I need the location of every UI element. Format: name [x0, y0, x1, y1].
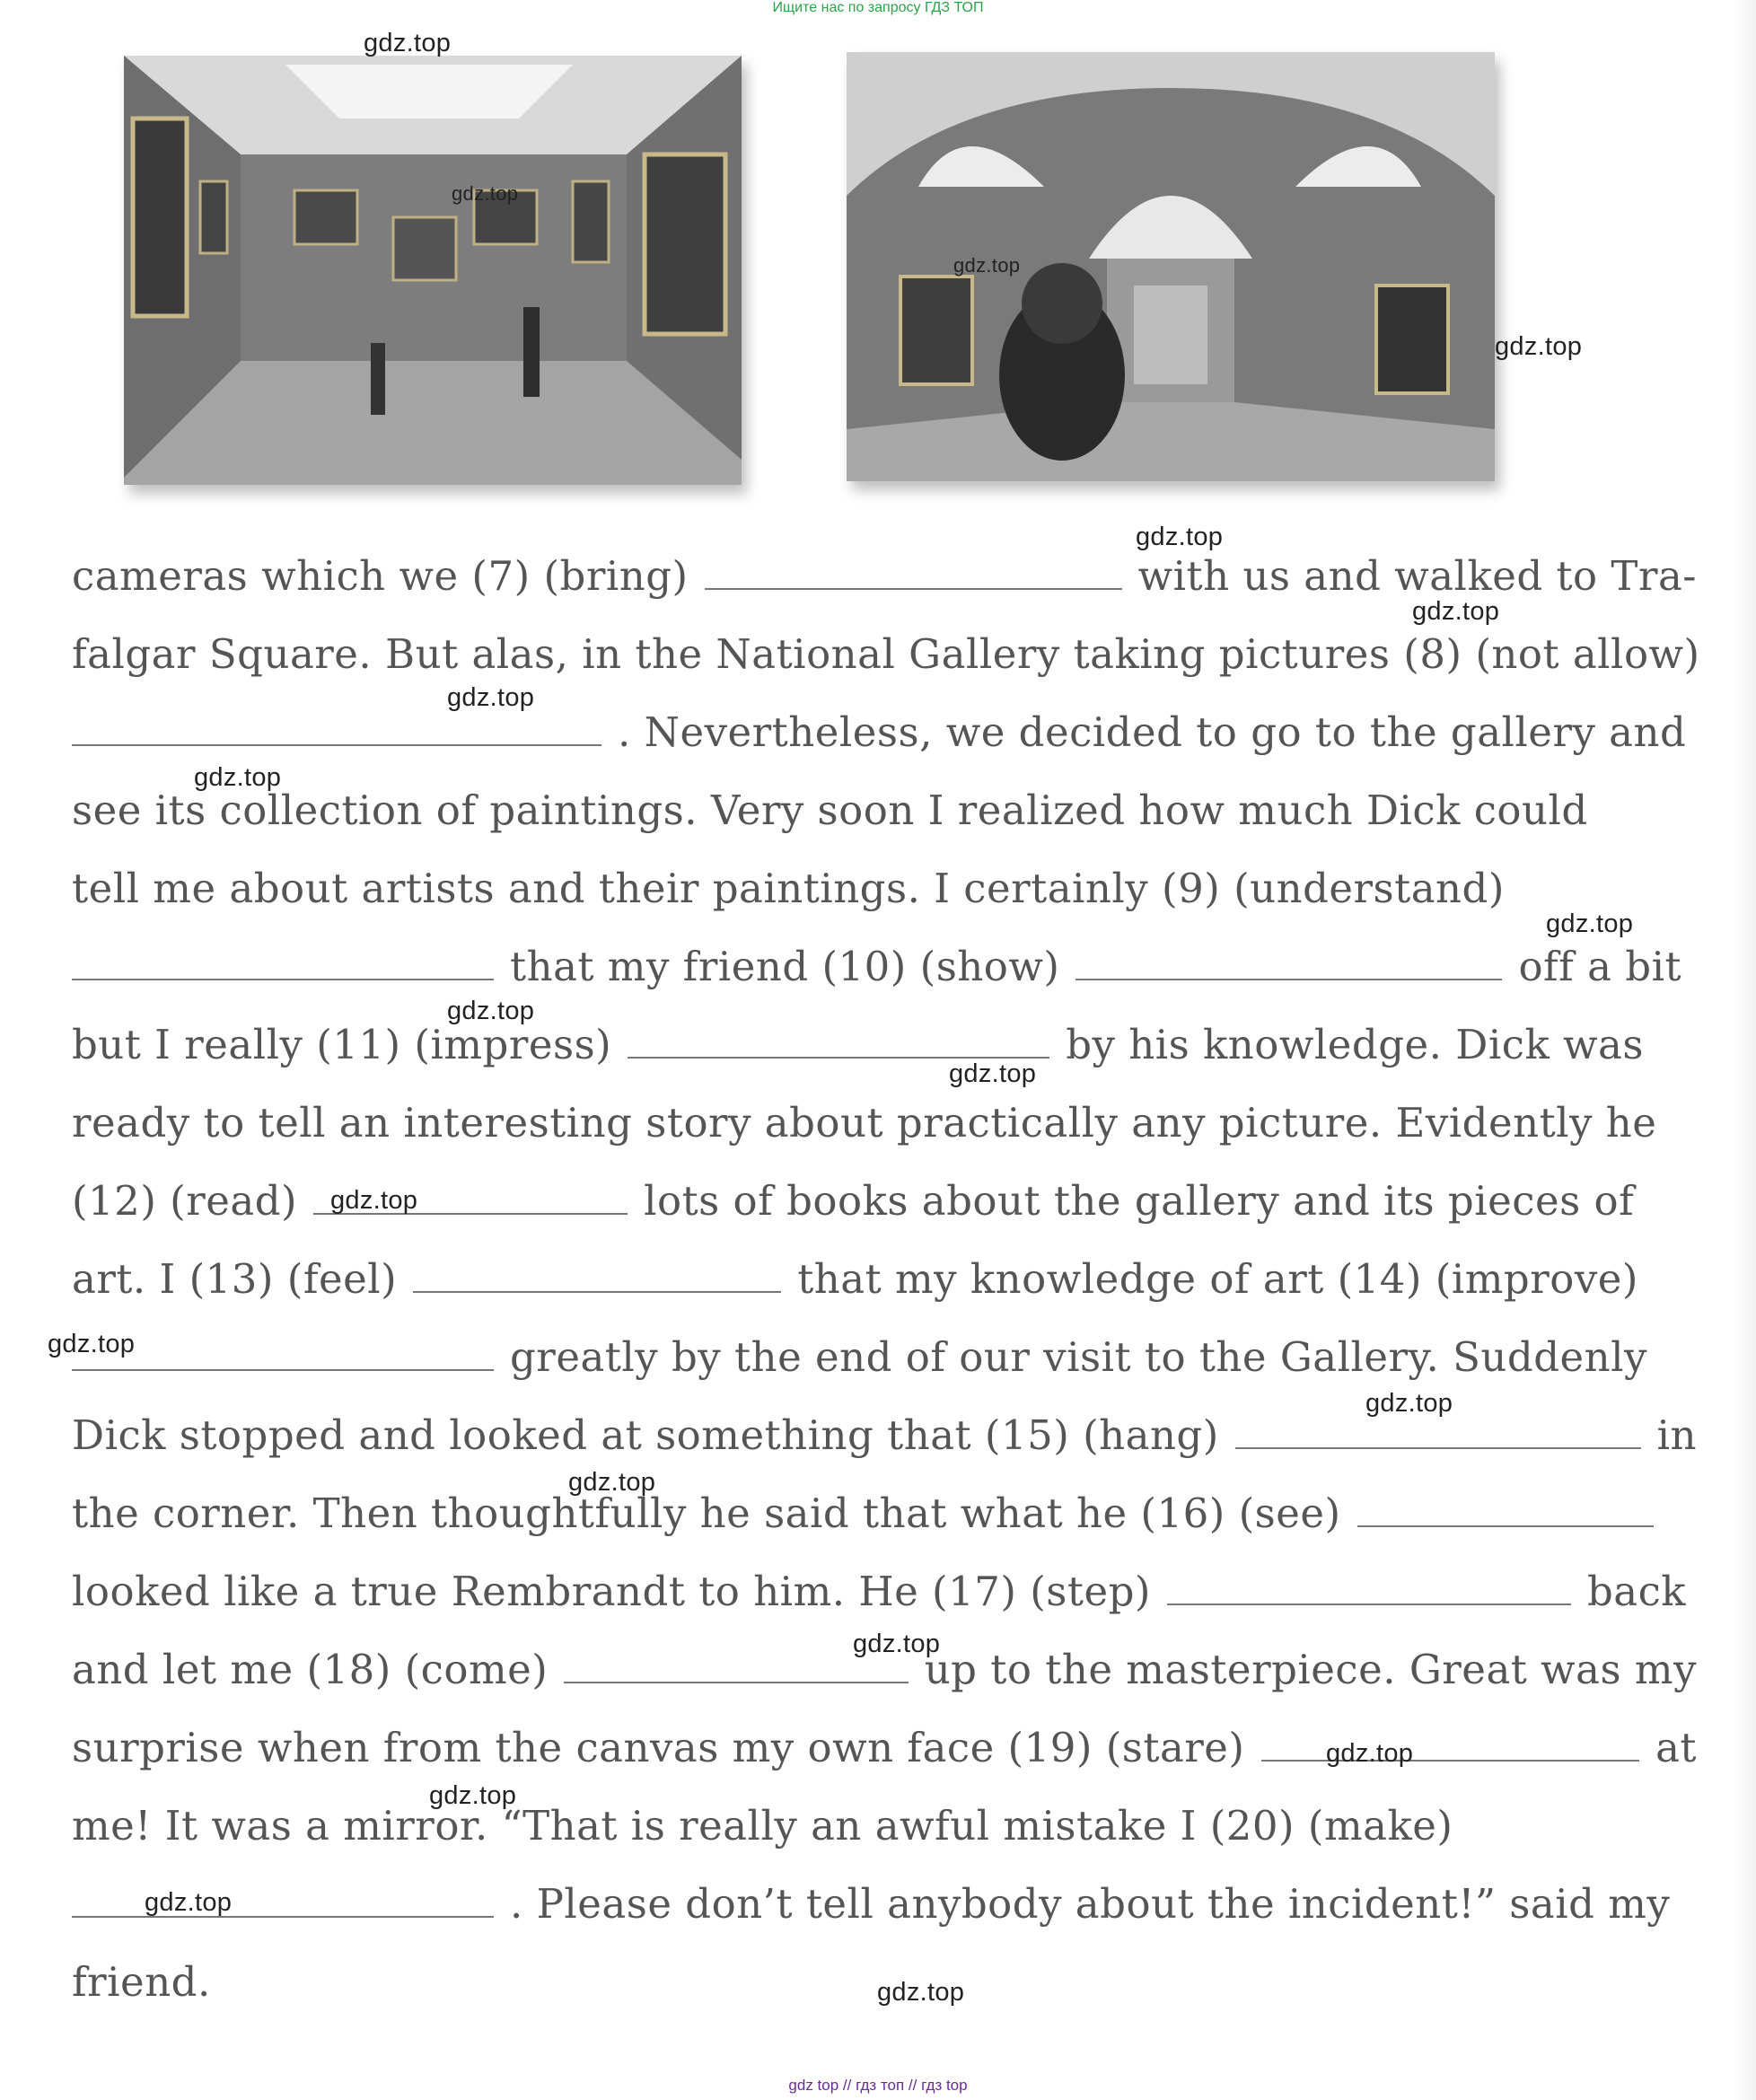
- line-4-text: see its collection of paintings. Very soon I realized how much Dick could: [72, 786, 1588, 834]
- answer-blank-17[interactable]: [1167, 1603, 1571, 1605]
- watermark: gdz.top: [452, 182, 519, 205]
- answer-blank-8[interactable]: [72, 743, 601, 746]
- text-line-5: [72, 865, 1697, 927]
- watermark: gdz.top: [949, 1059, 1037, 1088]
- line-2-text: falgar Square. But alas, in the National Gallery taking pictures (8) (not allow): [72, 630, 1700, 678]
- watermark: gdz.top: [48, 1330, 136, 1358]
- line-3-text: . Nevertheless, we decided to go to the gallery and: [618, 708, 1687, 756]
- domed-gallery-photo: [847, 52, 1495, 481]
- line-5-text: tell me about artists and their paintings. I certainly (9) (understand): [72, 865, 1505, 912]
- gallery-room-photo: [124, 56, 742, 485]
- answer-blank-11[interactable]: [628, 1056, 1049, 1059]
- text-line-3: [72, 708, 1697, 771]
- line-18-text: . Please don’t tell anybody about the incident!” said my: [510, 1880, 1671, 1928]
- line-1-text-a: cameras which we (7) (bring): [72, 552, 689, 600]
- answer-blank-10[interactable]: [1076, 978, 1502, 980]
- answer-blank-19[interactable]: [1261, 1759, 1640, 1762]
- text-line-18: [72, 1880, 1697, 1943]
- line-17-text: me! It was a mirror. “That is really an awful mistake I (20) (make): [72, 1802, 1453, 1850]
- text-line-2: [72, 630, 1700, 693]
- watermark: gdz.top: [330, 1186, 418, 1215]
- line-10-text-a: art. I (13) (feel): [72, 1255, 398, 1303]
- line-19-text: friend.: [72, 1958, 211, 2006]
- watermark: gdz.top: [364, 29, 452, 57]
- line-12-text-a: Dick stopped and looked at something that (15) (hang): [72, 1411, 1219, 1459]
- answer-blank-7[interactable]: [705, 587, 1122, 590]
- text-line-4: [72, 786, 1697, 849]
- watermark: gdz.top: [1546, 909, 1634, 938]
- watermark: gdz.top: [194, 763, 282, 792]
- line-8-text: ready to tell an interesting story about practically any picture. Evidently he: [72, 1099, 1657, 1147]
- page-edge-shadow: [1733, 0, 1756, 2100]
- text-line-10: [72, 1255, 1697, 1318]
- watermark: gdz.top: [568, 1468, 656, 1497]
- text-line-12: [72, 1411, 1697, 1474]
- watermark: gdz.top: [1365, 1389, 1453, 1418]
- text-line-14: [72, 1568, 1697, 1630]
- line-14-text-b: back: [1586, 1568, 1687, 1615]
- watermark: gdz.top: [429, 1781, 517, 1810]
- watermark: gdz.top: [953, 254, 1021, 277]
- line-7-text-b: by his knowledge. Dick was: [1066, 1021, 1644, 1068]
- line-10-text-b: that my knowledge of art (14) (improve): [797, 1255, 1638, 1303]
- watermark: gdz.top: [877, 1978, 965, 2007]
- line-13-text: the corner. Then thoughtfully he said that what he (16) (see): [72, 1489, 1341, 1537]
- line-14-text-a: looked like a true Rembrandt to him. He (17) (step): [72, 1568, 1151, 1615]
- text-line-17: [72, 1802, 1697, 1865]
- text-line-6: [72, 943, 1697, 1006]
- top-banner: Ищите нас по запросу ГДЗ ТОП: [772, 0, 984, 15]
- line-7-text-a: but I really (11) (impress): [72, 1021, 612, 1068]
- line-15-text-b: up to the masterpiece. Great was my: [924, 1646, 1697, 1693]
- watermark: gdz.top: [447, 997, 535, 1025]
- line-12-text-b: in: [1656, 1411, 1697, 1459]
- line-9-text-b: lots of books about the gallery and its pieces of: [644, 1177, 1635, 1225]
- answer-blank-20[interactable]: [72, 1915, 494, 1918]
- watermark: gdz.top: [1326, 1739, 1414, 1768]
- text-line-16: [72, 1724, 1697, 1787]
- line-9-text-a: (12) (read): [72, 1177, 298, 1225]
- line-6-text-a: that my friend (10) (show): [510, 943, 1060, 990]
- answer-blank-18[interactable]: [564, 1681, 908, 1683]
- watermark: gdz.top: [447, 683, 535, 712]
- line-16-text-b: at: [1655, 1724, 1697, 1771]
- answer-blank-14[interactable]: [72, 1368, 494, 1371]
- answer-blank-9[interactable]: [72, 978, 494, 980]
- line-1-text-b: with us and walked to Tra-: [1137, 552, 1697, 600]
- text-line-11: [72, 1333, 1697, 1396]
- answer-blank-13[interactable]: [413, 1290, 781, 1293]
- line-6-text-b: off a bit: [1518, 943, 1682, 990]
- watermark: gdz.top: [1136, 523, 1224, 551]
- watermark: gdz.top: [145, 1888, 233, 1917]
- text-line-8: [72, 1099, 1697, 1162]
- line-16-text-a: surprise when from the canvas my own face (19) (stare): [72, 1724, 1245, 1771]
- watermark: gdz.top: [1495, 332, 1583, 361]
- text-line-7: [72, 1021, 1697, 1084]
- watermark: gdz.top: [853, 1630, 941, 1658]
- answer-blank-16[interactable]: [1357, 1524, 1654, 1527]
- line-11-text: greatly by the end of our visit to the Gallery. Suddenly: [510, 1333, 1647, 1381]
- line-15-text-a: and let me (18) (come): [72, 1646, 549, 1693]
- answer-blank-15[interactable]: [1235, 1446, 1641, 1449]
- text-line-9: [72, 1177, 1697, 1240]
- watermark: gdz.top: [1412, 597, 1500, 626]
- footer-watermark: gdz top // гдз топ // гдз top: [788, 2077, 968, 2094]
- text-line-13: [72, 1489, 1697, 1552]
